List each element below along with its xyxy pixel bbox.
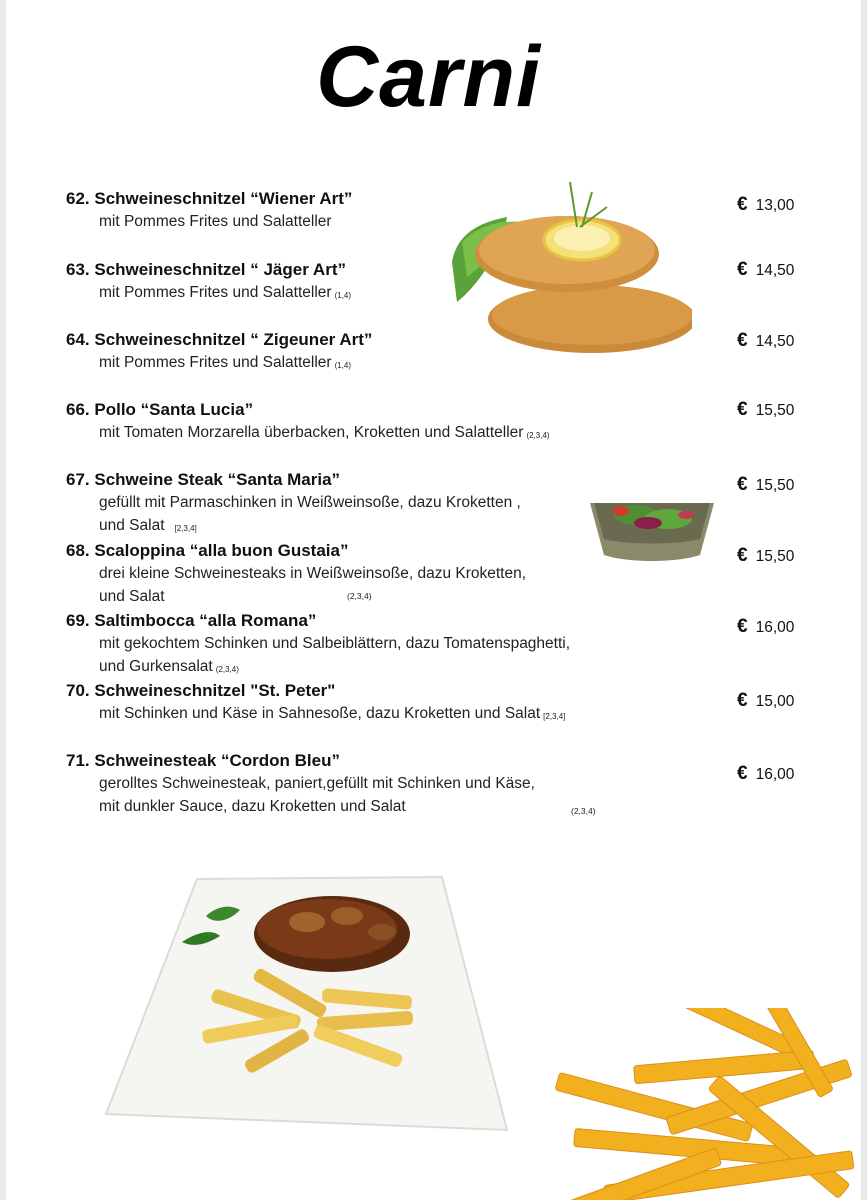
item-description: drei kleine Schweinesteaks in Weißweinsoße, dazu Kroketten, (99, 565, 527, 582)
item-name: 64. Schweineschnitzel “ Zigeuner Art” (66, 330, 373, 349)
item-name: 62. Schweineschnitzel “Wiener Art” (66, 189, 353, 208)
item-price: € 14,50 (737, 330, 795, 351)
item-price: € 14,50 (737, 259, 795, 280)
item-description: mit Pommes Frites und Salatteller (1,4) (99, 354, 352, 371)
menu-item-67 (66, 469, 826, 540)
item-price: € 13,00 (737, 194, 795, 215)
menu-item-69 (66, 610, 826, 681)
item-price: € 16,00 (737, 763, 795, 784)
steak-with-fries-plate-photo (102, 874, 510, 1136)
allergen-codes: (2,3,4) (215, 665, 239, 674)
item-description: mit Pommes Frites und Salatteller (1,4) (99, 284, 352, 301)
menu-page (6, 0, 861, 1200)
allergen-codes: (1,4) (334, 361, 352, 370)
allergen-codes: [2,3,4] (543, 712, 566, 721)
item-price: € 15,50 (737, 474, 795, 495)
allergen-codes: (2,3,4) (571, 806, 596, 816)
menu-item-70 (66, 680, 826, 728)
allergen-codes: [2,3,4] (174, 524, 197, 533)
item-name: 66. Pollo “Santa Lucia” (66, 400, 254, 419)
page-title: Carni (316, 29, 541, 125)
item-price: € 15,00 (737, 690, 795, 711)
item-description: und Gurkensalat (2,3,4) (99, 658, 239, 675)
allergen-codes: (2,3,4) (347, 591, 372, 601)
menu-item-63 (66, 259, 826, 307)
menu-item-62 (66, 188, 826, 233)
allergen-codes: (1,4) (334, 291, 352, 300)
french-fries-photo (544, 1008, 861, 1200)
menu-item-66 (66, 399, 826, 447)
item-description: und Salat [2,3,4] (99, 517, 197, 534)
menu-item-68 (66, 540, 826, 608)
item-description: gerolltes Schweinesteak, paniert,gefüllt mit Schinken und Käse, (99, 775, 535, 792)
item-description: gefüllt mit Parmaschinken in Weißweinsoße, dazu Kroketten , (99, 494, 521, 511)
item-description: mit Pommes Frites und Salatteller (99, 213, 332, 230)
item-description: und Salat (99, 588, 165, 605)
item-price: € 15,50 (737, 545, 795, 566)
item-name: 69. Saltimbocca “alla Romana” (66, 611, 317, 630)
menu-item-64 (66, 329, 826, 377)
item-name: 67. Schweine Steak “Santa Maria” (66, 470, 341, 489)
item-price: € 15,50 (737, 399, 795, 420)
item-name: 71. Schweinesteak “Cordon Bleu” (66, 751, 340, 770)
item-name: 63. Schweineschnitzel “ Jäger Art” (66, 260, 346, 279)
menu-item-71 (66, 750, 826, 818)
item-name: 68. Scaloppina “alla buon Gustaia” (66, 541, 349, 560)
item-description: mit dunkler Sauce, dazu Kroketten und Salat (99, 798, 406, 815)
item-name: 70. Schweineschnitzel "St. Peter" (66, 681, 336, 700)
item-description: mit Tomaten Morzarella überbacken, Kroketten und Salatteller (2,3,4) (99, 424, 550, 441)
item-description: mit Schinken und Käse in Sahnesoße, dazu Kroketten und Salat [2,3,4] (99, 705, 566, 722)
item-price: € 16,00 (737, 616, 795, 637)
allergen-codes: (2,3,4) (526, 431, 550, 440)
item-description: mit gekochtem Schinken und Salbeiblättern, dazu Tomatenspaghetti, (99, 635, 571, 652)
